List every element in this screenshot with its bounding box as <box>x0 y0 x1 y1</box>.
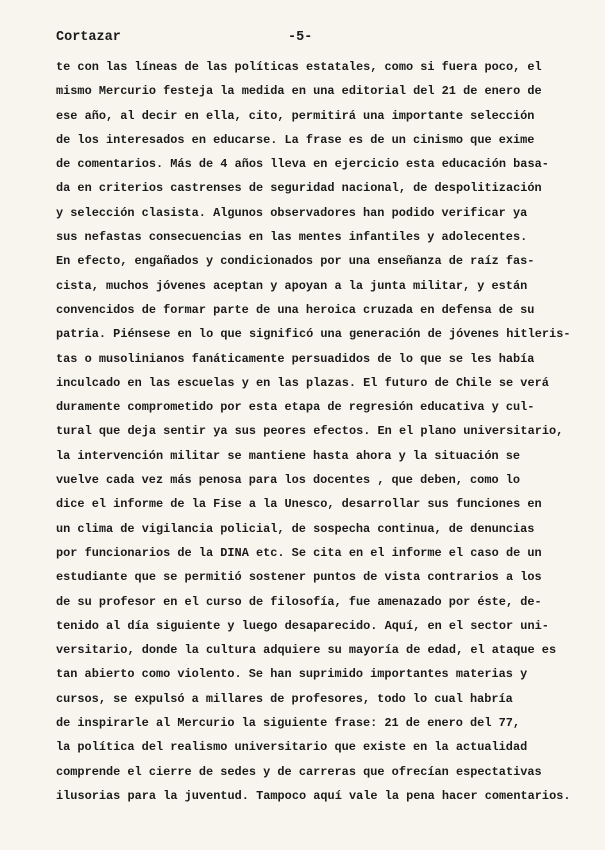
text-line: ese año, al decir en ella, cito, permitirá una importante selección <box>56 108 535 123</box>
text-line: de su profesor en el curso de filosofía, fue amenazado por éste, de- <box>56 594 542 609</box>
page-number: -5- <box>288 30 313 45</box>
text-line: y selección clasista. Algunos observadores han podido verificar ya <box>56 205 528 220</box>
text-line: sus nefastas consecuencias en las mentes infantiles y adolecentes. <box>56 230 528 245</box>
text-line: estudiante que se permitió sostener puntos de vista contrarios a los <box>56 570 542 585</box>
text-line: por funcionarios de la DINA etc. Se cita en el informe el caso de un <box>56 545 542 560</box>
text-line: mismo Mercurio festeja la medida en una editorial del 21 de enero de <box>56 84 542 99</box>
text-line: dice el informe de la Fise a la Unesco, desarrollar sus funciones en <box>56 497 542 512</box>
text-line: la política del realismo universitario que existe en la actualidad <box>56 740 528 755</box>
text-line: tan abierto como violento. Se han suprimido importantes materias y <box>56 667 528 682</box>
text-line: convencidos de formar parte de una heroica cruzada en defensa de su <box>56 302 535 317</box>
page-header <box>56 30 576 50</box>
text-line: En efecto, engañados y condicionados por una enseñanza de raíz fas- <box>56 254 535 269</box>
text-line: inculcado en las escuelas y en las plazas. El futuro de Chile se verá <box>56 375 549 390</box>
text-line: duramente comprometido por esta etapa de regresión educativa y cul- <box>56 400 535 415</box>
text-line: vuelve cada vez más penosa para los docentes , que deben, como lo <box>56 473 521 488</box>
body-text <box>56 55 596 808</box>
text-line: ilusorias para la juventud. Tampoco aquí vale la pena hacer comentarios. <box>56 788 571 803</box>
text-line: versitario, donde la cultura adquiere su mayoría de edad, el ataque es <box>56 643 557 658</box>
text-line: tenido al día siguiente y luego desaparecido. Aquí, en el sector uni- <box>56 618 549 633</box>
text-line: tural que deja sentir ya sus peores efectos. En el plano universitario, <box>56 424 564 439</box>
text-line: comprende el cierre de sedes y de carreras que ofrecían espectativas <box>56 764 542 779</box>
text-line: de los interesados en educarse. La frase es de un cinismo que exime <box>56 132 535 147</box>
text-line: un clima de vigilancia policial, de sospecha continua, de denuncias <box>56 521 535 536</box>
text-line: de comentarios. Más de 4 años lleva en ejercicio esta educación basa- <box>56 157 549 172</box>
text-line: cista, muchos jóvenes aceptan y apoyan a la junta militar, y están <box>56 278 528 293</box>
author-name: Cortazar <box>56 30 121 45</box>
text-line: de inspirarle al Mercurio la siguiente frase: 21 de enero del 77, <box>56 716 521 731</box>
text-line: la intervención militar se mantiene hasta ahora y la situación se <box>56 448 521 463</box>
text-line: cursos, se expulsó a millares de profesores, todo lo cual habría <box>56 691 513 706</box>
text-line: patria. Piénsese en lo que significó una generación de jóvenes hitleris- <box>56 327 571 342</box>
text-line: te con las líneas de las políticas estatales, como si fuera poco, el <box>56 60 542 74</box>
text-line: da en criterios castrenses de seguridad nacional, de despolitización <box>56 181 542 196</box>
text-line: tas o musolinianos fanáticamente persuadidos de lo que se les había <box>56 351 535 366</box>
